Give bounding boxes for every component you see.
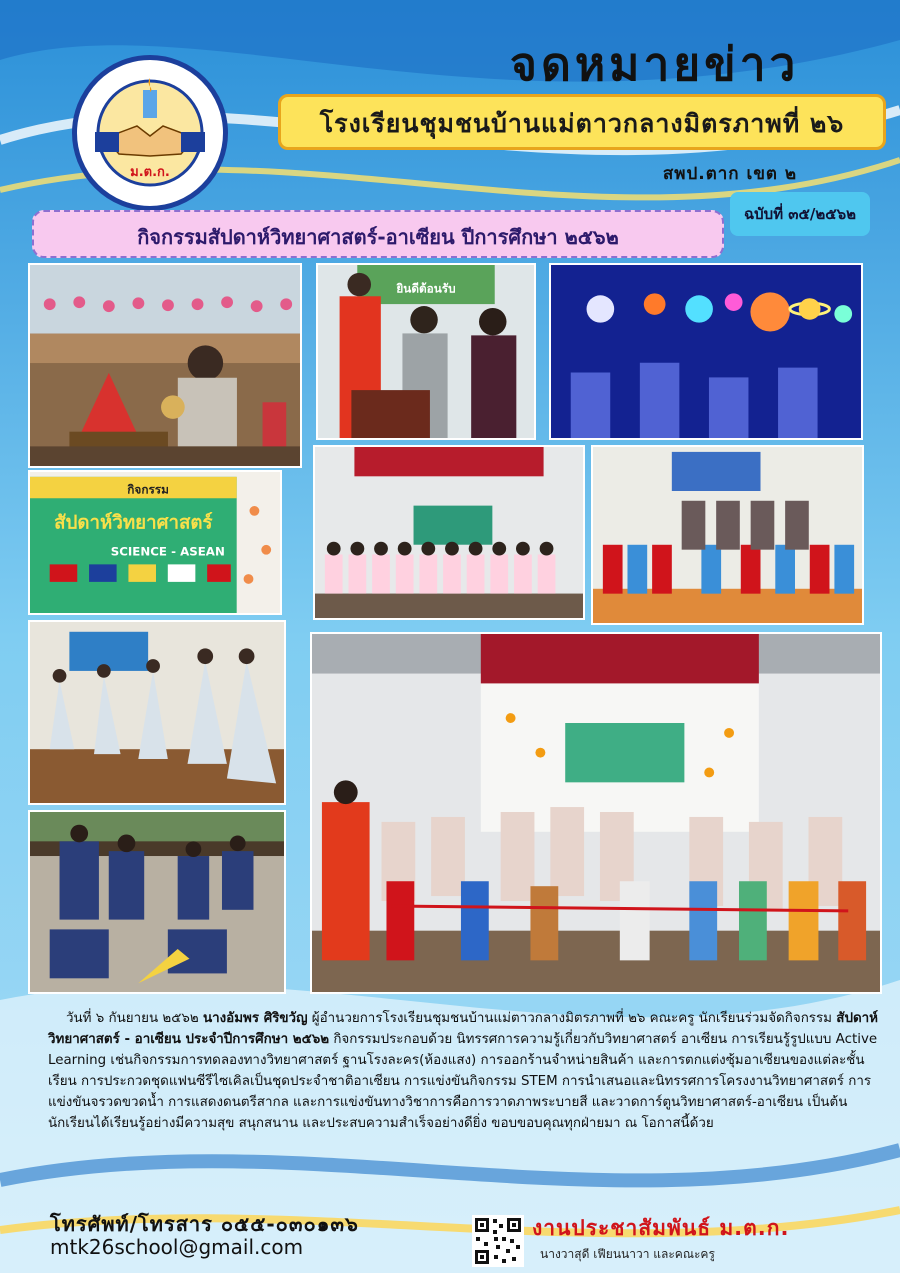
banner-activity-label: กิจกรรม <box>127 482 169 497</box>
activity-title: กิจกรรมสัปดาห์วิทยาศาสตร์-อาเซียน ปีการศึกษา ๒๕๖๒ <box>137 225 619 249</box>
photo-welcome-stage <box>316 263 536 440</box>
photo-science-banner <box>28 470 282 615</box>
contact-phone: โทรศัพท์/โทรสาร ๐๕๕-๐๓๐๑๓๖ <box>50 1212 359 1236</box>
body-details: กิจกรรมประกอบด้วย นิทรรศการความรู้เกี่ยวกับวิทยาศาสตร์ อาเซียน การเรียนรู้รูปแบบ Active Learning เช่นกิจกรรมการทดลองทางวิทยาศาสตร์ ฐานโรงละคร(ห้องแสง) การออกร้านจำหน่ายสินค้า และการตกแต่งซุ้มอาเซียนของแต่ละชั้นเรียน การประกวดชุดแฟนซีรีไซเคิลเป็นชุดประจำชาติอาเซียน การแข่งขันกิจกรรม STEM การนำเสนอและนิทรรศการโครงงานวิทยาศาสตร์ การแข่งขันจรวดขวดน้ำ การแสดงดนตรีสากล และการแข่งขันทางวิชาการคือการวาดภาพระบายสี และวาดการ์ตูนวิทยาศาสตร์-อาเซียน เป็นต้น นักเรียนได้เรียนรู้อย่างมีความสุข สนุกสนาน และประสบความสำเร็จอย่างดียิ่ง ขอบขอบคุณทุกฝ่ายมา ณ โอกาสนี้ด้วย <box>48 1032 878 1131</box>
school-logo <box>72 55 228 211</box>
photo-fashion-show <box>28 620 286 805</box>
body-event-name: สัปดาห์วิทยาศาสตร์ - อาเซียน ประจำปีการศึกษา ๒๕๖๒ <box>48 1011 878 1047</box>
photo-ceremony <box>28 263 302 468</box>
newsletter-title: จดหมายข่าว <box>510 37 800 91</box>
pr-department: งานประชาสัมพันธ์ ม.ต.ก. <box>532 1216 790 1240</box>
article-body <box>48 1008 878 1134</box>
pr-staff: นางวาสุดี เฟียนนาวา และคณะครู <box>540 1247 715 1261</box>
issue-badge: ฉบับที่ ๓๕/๒๕๖๒ <box>730 192 870 236</box>
banner-science-label: สัปดาห์วิทยาศาสตร์ <box>54 512 213 534</box>
photo-water-rockets <box>28 810 286 994</box>
body-director-name: นางอัมพร ศิริขวัญ <box>202 1011 308 1026</box>
banner-science-en-label: SCIENCE - ASEAN <box>110 544 225 559</box>
body-intro: ผู้อำนวยการโรงเรียนชุมชนบ้านแม่ตาวกลางมิตรภาพที่ ๒๖ คณะครู นักเรียนร่วมจัดกิจกรรม <box>311 1011 833 1026</box>
school-name: โรงเรียนชุมชนบ้านแม่ตาวกลางมิตรภาพที่ ๒๖ <box>319 109 845 138</box>
logo-initials: ม.ต.ก. <box>130 165 170 180</box>
photo-planets-glow <box>549 263 863 440</box>
qr-code-icon[interactable] <box>472 1215 524 1267</box>
welcome-banner-text: ยินดีต้อนรับ <box>396 281 456 296</box>
photo-stage-group <box>313 445 585 620</box>
photo-ribbon-ceremony <box>310 632 882 994</box>
contact-email[interactable]: mtk26school@gmail.com <box>50 1235 304 1259</box>
body-date: วันที่ ๖ กันยายน ๒๕๖๒ <box>66 1011 199 1026</box>
photo-costume-group <box>591 445 864 625</box>
office-name: สพป.ตาก เขต ๒ <box>662 164 798 184</box>
